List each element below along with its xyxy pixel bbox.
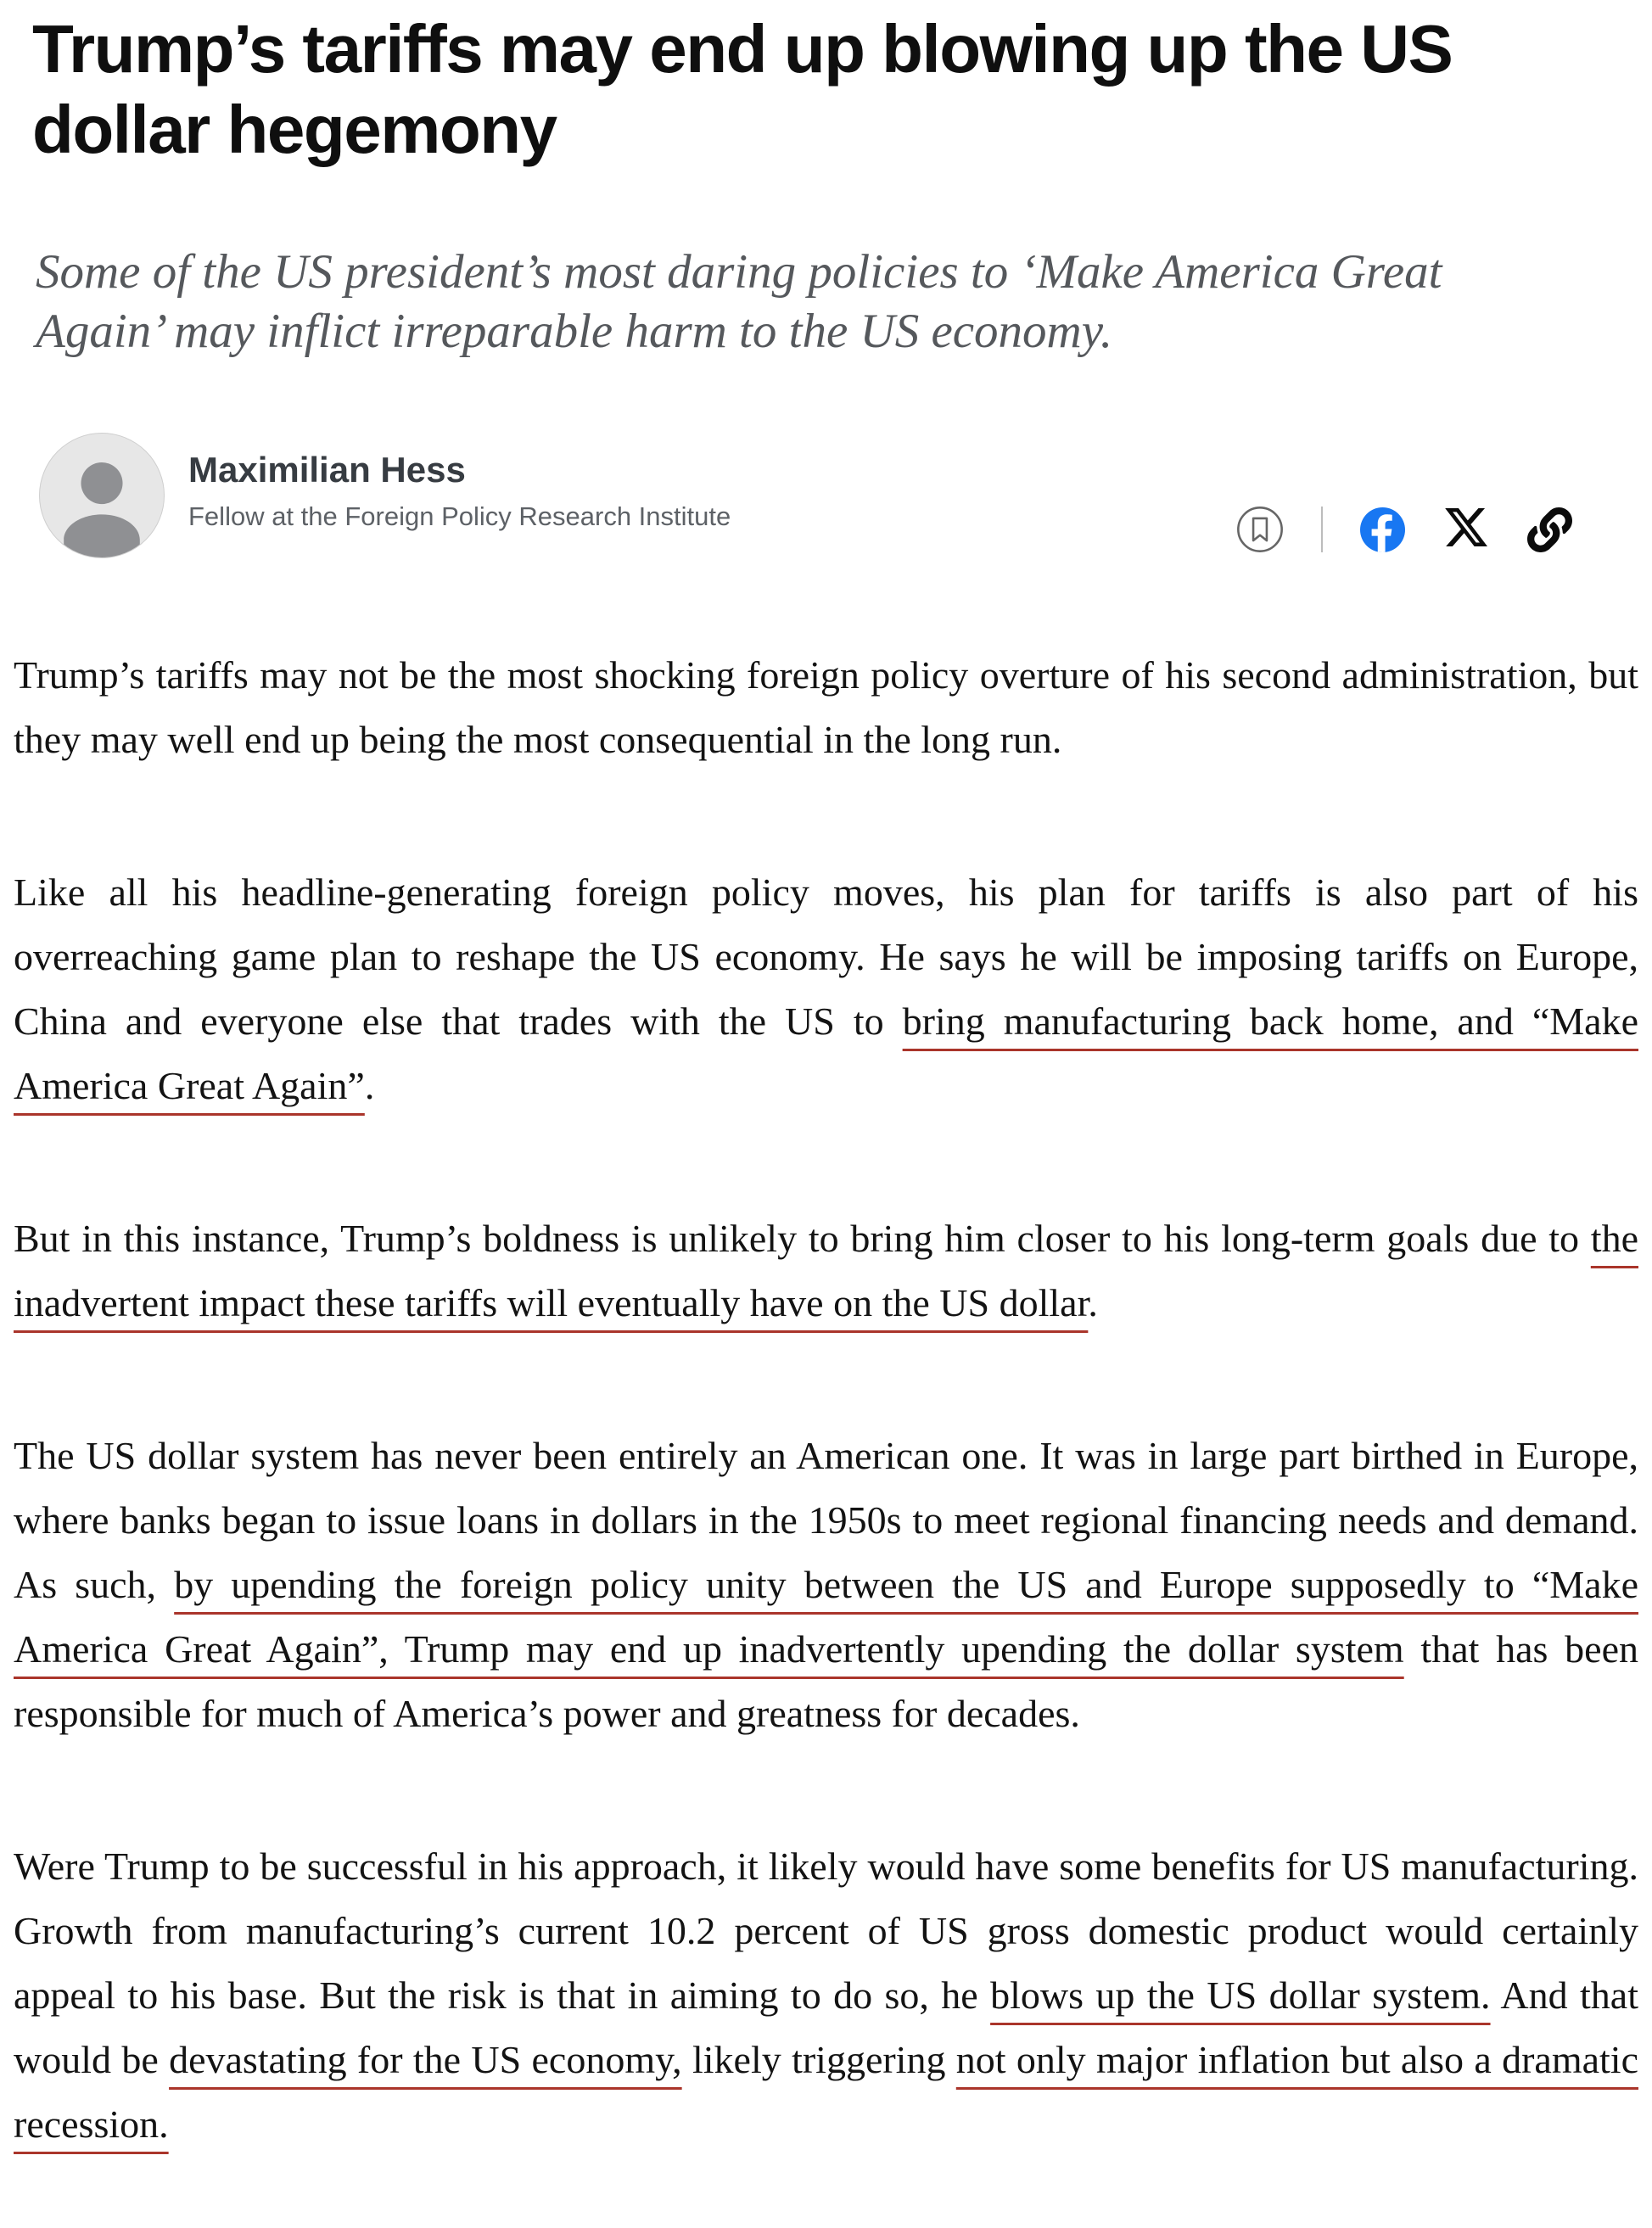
paragraph-text: . [1088, 1281, 1098, 1324]
facebook-icon [1360, 507, 1405, 552]
paragraph-text: Like all his headline-generating foreign policy moves, his plan for tariffs is also part of his overreaching game plan to reshape the US economy. He says he will be imposing tariffs on Europe, China and everyone else that trades with the US to [14, 870, 1638, 1043]
copy-link-button[interactable] [1527, 507, 1572, 552]
author-avatar[interactable] [39, 433, 165, 558]
paragraph-text: Trump’s tariffs may not be the most shocking foreign policy overture of his second administration, but they may well end up being the most consequential in the long run. [14, 653, 1638, 761]
author-row [39, 433, 1572, 558]
article-paragraph [14, 1424, 1638, 1746]
paragraph-text: But in this instance, Trump’s boldness is unlikely to bring him closer to his long-term goals due to [14, 1217, 1591, 1260]
bookmark-icon [1236, 506, 1284, 553]
x-icon [1442, 508, 1490, 551]
article-subtitle: Some of the US president’s most daring policies to ‘Make America Great Again’ may inflict irreparable harm to the US economy. [36, 245, 1442, 358]
article-link[interactable]: not only major inflation but also a dramatic recession. [14, 2038, 1639, 2146]
article-link[interactable]: the inadvertent impact these tariffs will eventually have on the US dollar [14, 1217, 1638, 1324]
paragraph-text: The US dollar system has never been entirely an American one. It was in large part birthed in Europe, where banks began to issue loans in dollars in the 1950s to meet regional financing needs and demand. As such, [14, 1434, 1638, 1606]
article-paragraph [14, 1834, 1638, 2157]
paragraph-text: likely triggering [681, 2038, 956, 2081]
x-share-button[interactable] [1442, 508, 1490, 551]
author-role: Fellow at the Foreign Policy Research Institute [188, 501, 731, 531]
article-body [14, 643, 1638, 2157]
article-header [14, 8, 1638, 558]
paragraph-text: And that would be [14, 1973, 1638, 2081]
author-name[interactable]: Maximilian Hess [188, 450, 466, 490]
article-link[interactable]: by upending the foreign policy unity between the US and Europe supposedly to “Make America Great Again”, Trump may end up inadvertently upending the dollar system [14, 1563, 1638, 1671]
facebook-share-button[interactable] [1360, 507, 1405, 552]
copy-link-icon [1527, 507, 1572, 552]
article-paragraph [14, 860, 1638, 1118]
article-link[interactable]: devastating for the US economy, [169, 2038, 682, 2081]
paragraph-text: Were Trump to be successful in his approach, it likely would have some benefits for US manufacturing. Growth from manufacturing’s current 10.2 percent of US gross domestic product would certainly appeal to his base. But the risk is that in aiming to do so, he [14, 1845, 1638, 2017]
author-text [188, 451, 731, 540]
article-link[interactable]: blows up the US dollar system. [990, 1973, 1491, 2017]
paragraph-text: . [364, 1064, 375, 1107]
article-paragraph [14, 1206, 1638, 1335]
share-toolbar [1236, 506, 1572, 558]
paragraph-text: that has been responsible for much of America’s power and greatness for decades. [14, 1627, 1638, 1735]
article-paragraph [14, 643, 1638, 772]
article-link[interactable]: bring manufacturing back home, and “Make America Great Again” [14, 999, 1638, 1107]
page-title: Trump’s tariffs may end up blowing up the US dollar hegemony [32, 11, 1453, 167]
share-divider [1321, 507, 1323, 552]
person-icon [48, 449, 156, 557]
bookmark-save-button[interactable] [1236, 506, 1284, 553]
author-info [39, 433, 731, 558]
